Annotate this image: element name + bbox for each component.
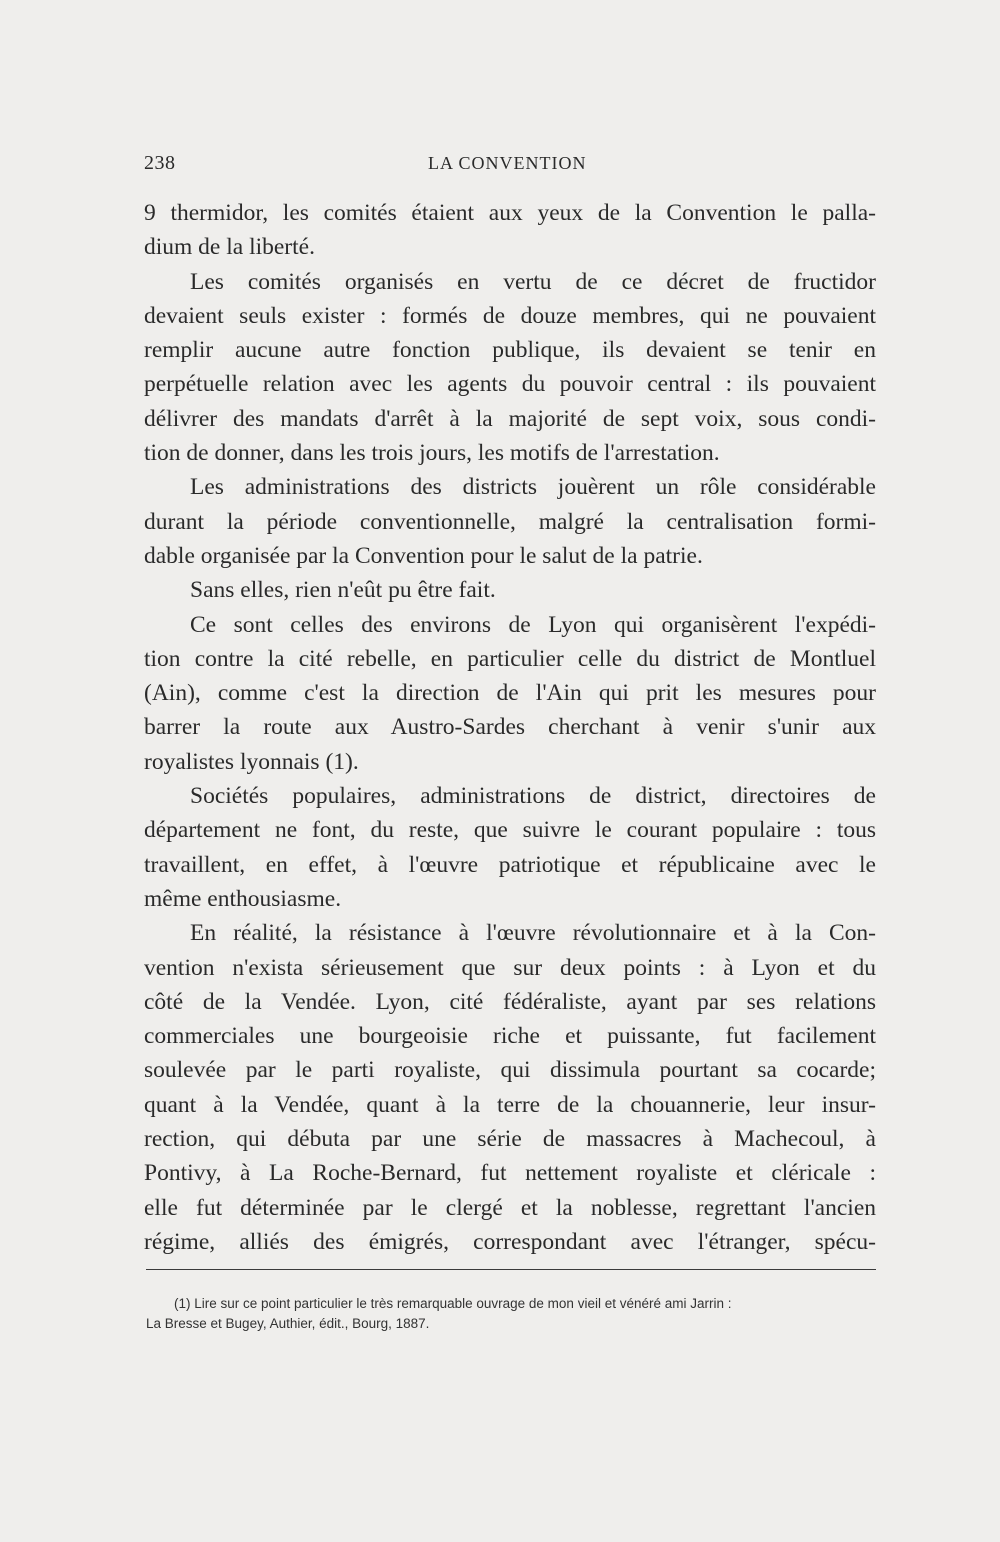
- text-line: En réalité, la résistance à l'œuvre révolutionnaire et à la Con-: [190, 920, 876, 947]
- text-line: côté de la Vendée. Lyon, cité fédéraliste, ayant par ses relations: [144, 988, 876, 1015]
- footnote-divider: [146, 1269, 876, 1270]
- text-line: département ne font, du reste, que suivre le courant populaire : tous: [144, 817, 876, 844]
- text-line: remplir aucune autre fonction publique, ils devaient se tenir en: [144, 337, 876, 364]
- text-line: tion contre la cité rebelle, en particulier celle du district de Montluel: [144, 645, 876, 672]
- text-line: Ce sont celles des environs de Lyon qui organisèrent l'expédi-: [190, 611, 876, 638]
- text-line: tion de donner, dans les trois jours, les motifs de l'arrestation.: [144, 440, 720, 467]
- footnote-line: (1) Lire sur ce point particulier le très remarquable ouvrage de mon vieil et vénéré ami Jarrin :: [174, 1296, 732, 1311]
- footnote-line: La Bresse et Bugey, Authier, édit., Bourg, 1887.: [146, 1316, 430, 1331]
- text-line: commerciales une bourgeoisie riche et puissante, fut facilement: [144, 1023, 876, 1050]
- text-line: Sans elles, rien n'eût pu être fait.: [190, 577, 496, 604]
- text-line: rection, qui débuta par une série de massacres à Machecoul, à: [144, 1126, 876, 1153]
- text-line: même enthousiasme.: [144, 885, 342, 912]
- text-line: quant à la Vendée, quant à la terre de la chouannerie, leur insur-: [144, 1091, 876, 1118]
- running-title: LA CONVENTION: [428, 153, 587, 173]
- page-header: [144, 152, 876, 180]
- text-line: devaient seuls exister : formés de douze membres, qui ne pouvaient: [144, 302, 876, 329]
- text-line: soulevée par le parti royaliste, qui dissimula pourtant sa cocarde;: [144, 1057, 876, 1084]
- text-line: perpétuelle relation avec les agents du pouvoir central : ils pouvaient: [144, 371, 876, 398]
- text-line: Les comités organisés en vertu de ce décret de fructidor: [190, 268, 876, 295]
- text-line: royalistes lyonnais (1).: [144, 748, 359, 775]
- text-line: (Ain), comme c'est la direction de l'Ain qui prit les mesures pour: [144, 680, 876, 707]
- footnote: [146, 1294, 876, 1334]
- text-line: régime, alliés des émigrés, correspondant avec l'étranger, spécu-: [144, 1228, 876, 1255]
- body-text: [144, 196, 876, 1259]
- text-line: 9 thermidor, les comités étaient aux yeux de la Convention le palla-: [144, 200, 876, 226]
- text-line: travaillent, en effet, à l'œuvre patriotique et républicaine avec le: [144, 851, 876, 878]
- text-line: dium de la liberté.: [144, 234, 315, 261]
- text-line: Pontivy, à La Roche-Bernard, fut nettement royaliste et cléricale :: [144, 1160, 876, 1187]
- text-line: elle fut déterminée par le clergé et la noblesse, regrettant l'ancien: [144, 1194, 876, 1221]
- text-line: vention n'exista sérieusement que sur deux points : à Lyon et du: [144, 954, 876, 981]
- text-line: dable organisée par la Convention pour le salut de la patrie.: [144, 542, 703, 569]
- page-number: 238: [144, 152, 176, 174]
- text-line: barrer la route aux Austro-Sardes cherchant à venir s'unir aux: [144, 714, 876, 741]
- text-line: Les administrations des districts jouèrent un rôle considérable: [190, 474, 876, 501]
- text-line: durant la période conventionnelle, malgré la centralisation formi-: [144, 508, 876, 535]
- text-line: Sociétés populaires, administrations de district, directoires de: [190, 783, 876, 810]
- text-line: délivrer des mandats d'arrêt à la majorité de sept voix, sous condi-: [144, 405, 876, 432]
